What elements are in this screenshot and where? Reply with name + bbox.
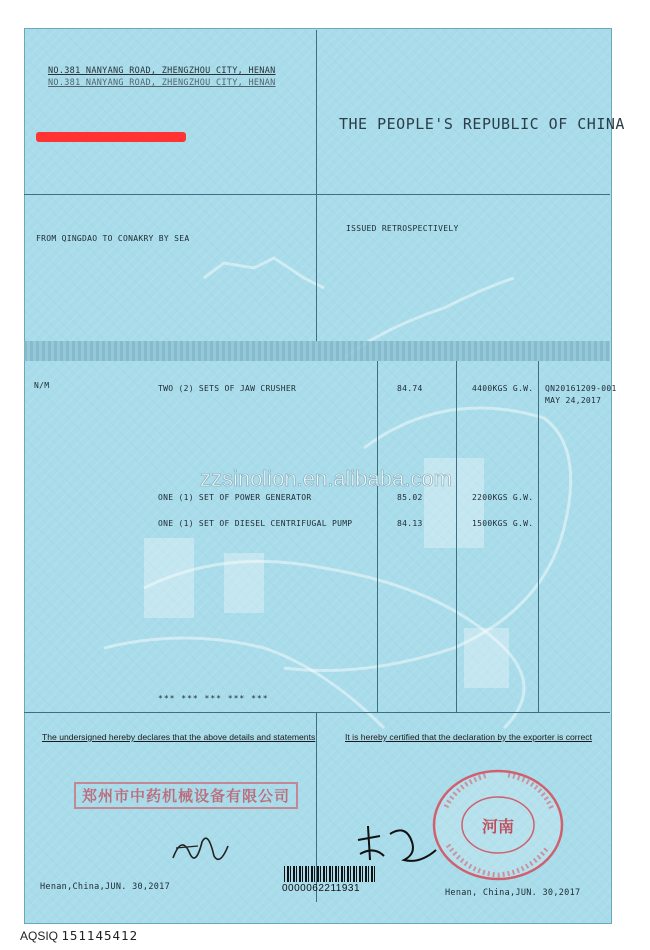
marks-and-numbers: N/M bbox=[34, 381, 50, 390]
goods-item-2-hs-code: 85.02 bbox=[397, 493, 423, 502]
barcode-number: 0000062211931 bbox=[282, 883, 361, 894]
inspection-bureau-seal bbox=[428, 765, 568, 885]
header-divider-vertical bbox=[316, 30, 317, 342]
exporter-address-line1: NO.381 NANYANG ROAD, ZHENGZHOU CITY, HENAN bbox=[48, 66, 276, 76]
exporter-address-line2: NO.381 NANYANG ROAD, ZHENGZHOU CITY, HENAN bbox=[48, 78, 276, 88]
seal-center-text: 河南 bbox=[481, 817, 515, 836]
column-divider-3 bbox=[538, 361, 539, 713]
aqsiq-number: 151145412 bbox=[61, 928, 139, 943]
exporter-declaration-text: The undersigned hereby declares that the above details and statements bbox=[42, 732, 316, 742]
invoice-date: MAY 24,2017 bbox=[545, 396, 602, 405]
goods-item-2-description: ONE (1) SET OF POWER GENERATOR bbox=[158, 493, 312, 502]
certification-text: It is hereby certified that the declaration by the exporter is correct bbox=[345, 732, 592, 742]
goods-item-3-hs-code: 84.13 bbox=[397, 519, 423, 528]
aqsiq-footer bbox=[20, 928, 138, 943]
redacted-exporter-name bbox=[36, 132, 186, 142]
goods-end-marker: *** *** *** *** *** bbox=[158, 694, 269, 703]
certifier-signature bbox=[350, 820, 440, 870]
exporter-company-stamp: 郑州市中药机械设备有限公司 bbox=[74, 782, 298, 809]
goods-item-3-description: ONE (1) SET OF DIESEL CENTRIFUGAL PUMP bbox=[158, 519, 353, 528]
goods-item-1-description: TWO (2) SETS OF JAW CRUSHER bbox=[158, 384, 297, 393]
transport-route: FROM QINGDAO TO CONAKRY BY SEA bbox=[36, 234, 190, 243]
column-header-band bbox=[24, 341, 610, 361]
goods-item-2-weight: 2200KGS G.W. bbox=[472, 493, 534, 502]
column-divider-2 bbox=[456, 361, 457, 713]
goods-item-1-weight: 4400KGS G.W. bbox=[472, 384, 534, 393]
goods-bottom-divider bbox=[24, 712, 610, 713]
header-divider-horizontal bbox=[24, 194, 610, 195]
issuing-country: THE PEOPLE'S REPUBLIC OF CHINA bbox=[339, 115, 625, 133]
goods-item-3-weight: 1500KGS G.W. bbox=[472, 519, 534, 528]
exporter-signature bbox=[168, 828, 238, 870]
issued-retrospectively-note: ISSUED RETROSPECTIVELY bbox=[346, 224, 459, 233]
aqsiq-label: AQSIQ bbox=[20, 929, 59, 943]
goods-item-1-hs-code: 84.74 bbox=[397, 384, 423, 393]
column-divider-1 bbox=[377, 361, 378, 713]
site-watermark: zzsinolion.en.alibaba.com bbox=[200, 466, 452, 491]
exporter-place-date: Henan,China,JUN. 30,2017 bbox=[40, 882, 171, 892]
certificate-barcode bbox=[284, 866, 376, 882]
authority-place-date: Henan, China,JUN. 30,2017 bbox=[445, 888, 581, 898]
invoice-number: QN20161209-001 bbox=[545, 384, 617, 393]
